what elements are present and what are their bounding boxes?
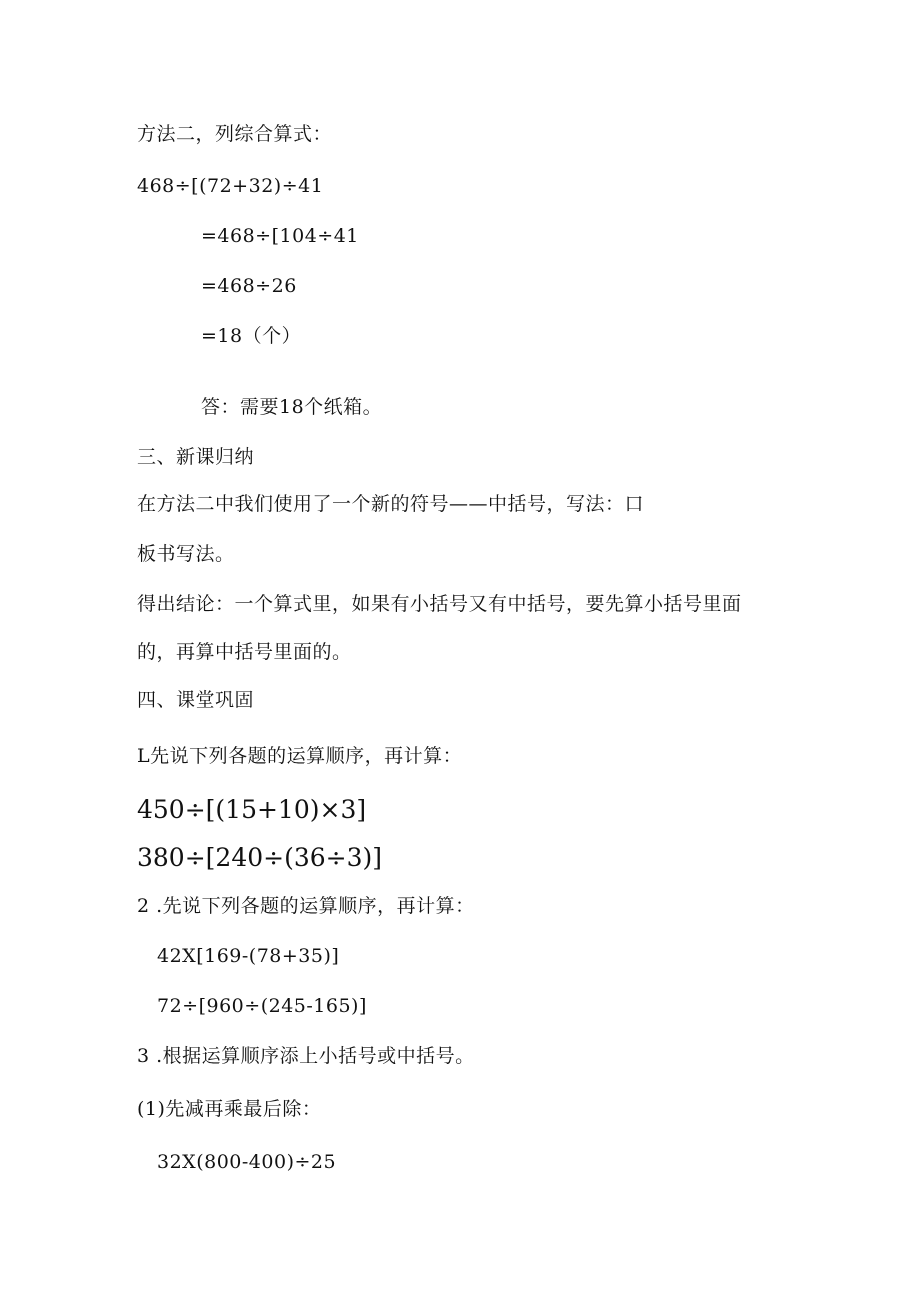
exercise-3-prompt: 3 .根据运算顺序添上小括号或中括号。 (137, 1045, 475, 1067)
paragraph-line: 在方法二中我们使用了一个新的符号——中括号，写法：口 (137, 493, 645, 515)
exercise-3-subprompt: (1)先减再乘最后除： (137, 1098, 322, 1120)
conclusion-line: 的，再算中括号里面的。 (137, 641, 352, 663)
section-heading-four: 四、课堂巩固 (137, 689, 255, 711)
answer-text: 答：需要18个纸箱。 (201, 396, 383, 418)
exercise-1-expression: 450÷[(15+10)×3] (137, 795, 367, 824)
exercise-2-expression: 72÷[960÷(245-165)] (157, 995, 367, 1017)
equation-line-3: =468÷26 (201, 275, 297, 297)
method-two-heading: 方法二，列综合算式： (137, 123, 333, 145)
exercise-2-expression: 42X[169-(78+35)] (157, 945, 340, 967)
equation-line-2: =468÷[104÷41 (201, 225, 359, 247)
conclusion-line: 得出结论：一个算式里，如果有小括号又有中括号，要先算小括号里面 (137, 593, 742, 615)
paragraph-line: 板书写法。 (137, 543, 235, 565)
equation-line-1: 468÷[(72+32)÷41 (137, 175, 324, 197)
exercise-1-expression: 380÷[240÷(36÷3)] (137, 843, 383, 872)
exercise-1-prompt: L先说下列各题的运算顺序，再计算： (137, 745, 463, 767)
exercise-2-prompt: 2 .先说下列各题的运算顺序，再计算： (137, 895, 475, 917)
exercise-3-expression: 32X(800-400)÷25 (157, 1151, 337, 1173)
section-heading-three: 三、新课归纳 (137, 446, 255, 468)
equation-result: =18（个） (201, 325, 302, 347)
